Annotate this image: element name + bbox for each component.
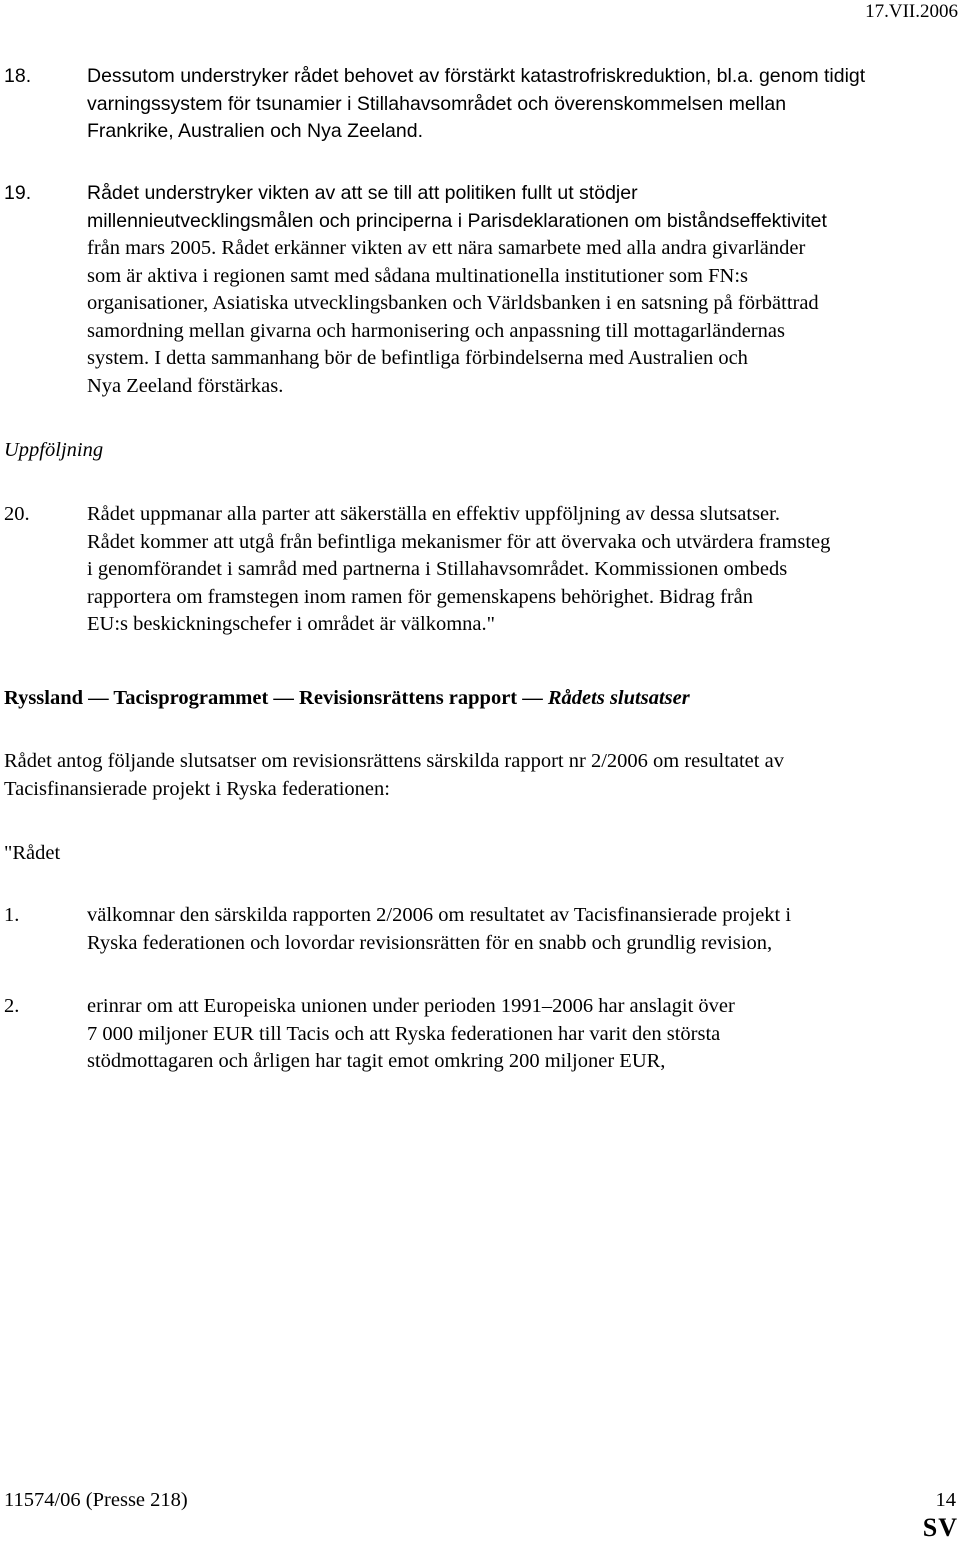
document-date: 17.VII.2006	[865, 1, 958, 22]
text-line: varningssystem för tsunamier i Stillahavsområdet och överenskommelsen mellan	[87, 92, 787, 115]
section-title-italic: Rådets slutsatser	[547, 687, 690, 709]
paragraph-text	[87, 501, 957, 639]
paragraph-number: 20.	[4, 503, 30, 525]
text-line: Tacisfinansierade projekt i Ryska federationen:	[4, 777, 390, 800]
text-line: system. I detta sammanhang bör de befintliga förbindelserna med Australien och	[87, 347, 748, 369]
text-line: Frankrike, Australien och Nya Zeeland.	[87, 120, 423, 142]
text-line: samordning mellan givarna och harmonisering och anpassning till mottagarländernas	[87, 319, 785, 342]
page-number: 14	[935, 1489, 956, 1511]
text-line: Rådet antog följande slutsatser om revisionsrättens särskilda rapport nr 2/2006 om resultatet av	[4, 750, 784, 772]
section-intro	[4, 748, 956, 803]
paragraph-text	[87, 902, 957, 957]
paragraph-text	[87, 63, 957, 146]
paragraph-number: 2.	[4, 995, 20, 1017]
followup-heading: Uppföljning	[4, 439, 104, 461]
language-code: SV	[922, 1513, 958, 1542]
text-line: EU:s beskickningschefer i området är välkomna."	[87, 613, 495, 635]
text-line: Ryska federationen och lovordar revisionsrätten för en snabb och grundlig revision,	[87, 931, 773, 954]
text-line: Rådet understryker vikten av att se till att politiken fullt ut stödjer	[87, 182, 638, 204]
text-line: Dessutom understryker rådet behovet av förstärkt katastrofriskreduktion, bl.a. genom tidigt	[87, 65, 866, 87]
text-line: organisationer, Asiatiska utvecklingsbanken och Världsbanken i en satsning på förbättrad	[87, 292, 819, 314]
paragraph-18	[4, 63, 956, 146]
text-line: millennieutvecklingsmålen och principerna i Parisdeklarationen om biståndseffektivitet	[87, 209, 827, 232]
paragraph-number: 19.	[4, 182, 32, 204]
conclusion-item-1	[4, 902, 956, 957]
paragraph-text	[87, 993, 957, 1076]
conclusion-item-2	[4, 993, 956, 1076]
text-line: i genomförandet i samråd med partnerna i Stillahavsområdet. Kommissionen ombeds	[87, 558, 788, 580]
paragraph-20	[4, 501, 956, 639]
text-line: från mars 2005. Rådet erkänner vikten av ett nära samarbete med alla andra givarländer	[87, 237, 806, 259]
text-line: erinrar om att Europeiska unionen under perioden 1991–2006 har anslagit över	[87, 995, 735, 1017]
paragraph-number: 1.	[4, 904, 20, 926]
text-line: stödmottagaren och årligen har tagit emot omkring 200 miljoner EUR,	[87, 1050, 666, 1072]
text-line: rapportera om framstegen inom ramen för gemenskapens behörighet. Bidrag från	[87, 585, 754, 608]
quote-open: "Rådet	[4, 842, 61, 864]
text-line: Nya Zeeland förstärkas.	[87, 374, 284, 397]
section-title	[4, 685, 690, 713]
paragraph-number: 18.	[4, 65, 32, 87]
paragraph-19	[4, 180, 956, 400]
paragraph-text	[87, 180, 957, 400]
text-line: välkomnar den särskilda rapporten 2/2006 om resultatet av Tacisfinansierade projekt i	[87, 904, 792, 926]
text-line: Rådet kommer att utgå från befintliga mekanismer för att övervaka och utvärdera framsteg	[87, 530, 831, 553]
text-line: 7 000 miljoner EUR till Tacis och att Ryska federationen har varit den största	[87, 1022, 721, 1045]
section-title-bold: Ryssland — Tacisprogrammet — Revisionsrättens rapport —	[4, 687, 548, 709]
text-line: som är aktiva i regionen samt med sådana multinationella institutioner som FN:s	[87, 264, 749, 287]
text-line: Rådet uppmanar alla parter att säkerställa en effektiv uppföljning av dessa slutsatser.	[87, 503, 780, 525]
document-reference: 11574/06 (Presse 218)	[4, 1489, 188, 1511]
